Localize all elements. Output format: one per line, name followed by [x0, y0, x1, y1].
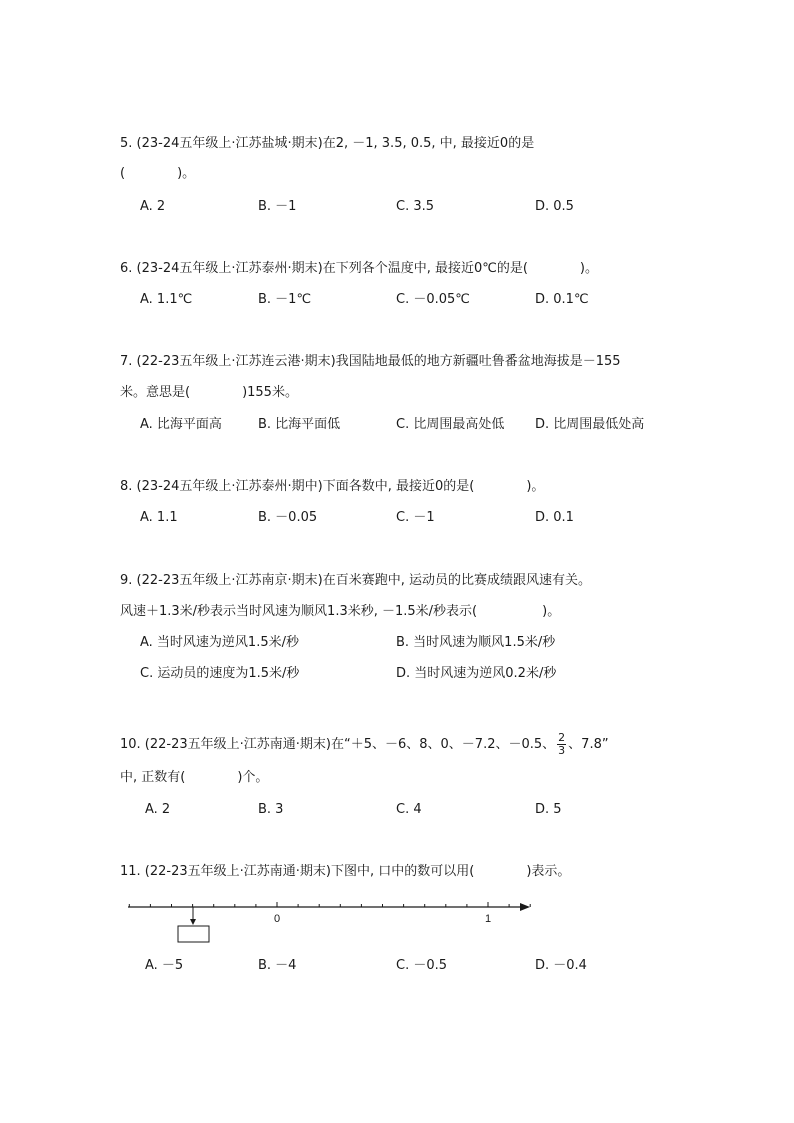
q10-option-c[interactable]: C. 4: [396, 802, 422, 817]
q11-option-d[interactable]: D. －0.4: [535, 958, 587, 973]
q6-option-c[interactable]: C. －0.05℃: [396, 292, 470, 307]
q5-option-b[interactable]: B. －1: [258, 199, 297, 214]
q9-option-d[interactable]: D. 当时风速为逆风0.2米/秒: [396, 666, 557, 681]
q7-option-b[interactable]: B. 比海平面低: [258, 417, 341, 432]
q10-stem-line1: [120, 732, 609, 758]
q5-stem-line1: 5. (23-24五年级上·江苏盐城·期末)在2, －1, 3.5, 0.5, 中, 最接近0的是: [120, 136, 535, 151]
q8-option-d[interactable]: D. 0.1: [535, 510, 574, 525]
q5-option-c[interactable]: C. 3.5: [396, 199, 435, 214]
q9-stem-line1: 9. (22-23五年级上·江苏南京·期末)在百米赛跑中, 运动员的比赛成绩跟风速有关。: [120, 573, 591, 588]
q7-stem-line2: 米。意思是( )155米。: [120, 385, 298, 400]
q5-option-a[interactable]: A. 2: [140, 199, 166, 214]
pointer-arrowhead: [190, 919, 196, 925]
q5-stem-line2: ( )。: [120, 166, 196, 181]
q8-stem-line1: 8. (23-24五年级上·江苏泰州·期中)下面各数中, 最接近0的是( )。: [120, 479, 545, 494]
q6-option-b[interactable]: B. －1℃: [258, 292, 312, 307]
q5-option-d[interactable]: D. 0.5: [535, 199, 574, 214]
q10-option-a[interactable]: A. 2: [145, 802, 171, 817]
fraction-denominator: 3: [558, 744, 566, 757]
q11-stem-line1: 11. (22-23五年级上·江苏南通·期末)下图中, 口中的数可以用( )表示。: [120, 864, 571, 879]
q6-stem-line1: 6. (23-24五年级上·江苏泰州·期末)在下列各个温度中, 最接近0℃的是( )。: [120, 261, 598, 276]
q11-option-b[interactable]: B. －4: [258, 958, 297, 973]
q11-option-c[interactable]: C. －0.5: [396, 958, 448, 973]
label-zero: 0: [273, 913, 281, 925]
q10-stem-text-end: 、7.8”: [568, 737, 609, 752]
q9-option-b[interactable]: B. 当时风速为顺风1.5米/秒: [396, 635, 556, 650]
fraction-numerator: 2: [558, 731, 566, 744]
number-line-diagram: [120, 895, 540, 955]
q10-stem-line2: 中, 正数有( )个。: [120, 770, 269, 785]
q10-stem-text: 10. (22-23五年级上·江苏南通·期末)在“＋5、－6、8、0、－7.2、－0.5、: [120, 737, 556, 752]
q7-option-a[interactable]: A. 比海平面高: [140, 417, 222, 432]
q9-option-a[interactable]: A. 当时风速为逆风1.5米/秒: [140, 635, 299, 650]
number-line-arrowhead: [520, 903, 530, 911]
answer-box: [178, 926, 209, 942]
q6-option-d[interactable]: D. 0.1℃: [535, 292, 589, 307]
label-one: 1: [484, 913, 492, 925]
fraction-two-thirds: [557, 732, 566, 757]
q10-option-d[interactable]: D. 5: [535, 802, 562, 817]
q8-option-c[interactable]: C. －1: [396, 510, 435, 525]
q11-option-a[interactable]: A. －5: [145, 958, 184, 973]
q7-option-d[interactable]: D. 比周围最低处高: [535, 417, 645, 432]
q9-stem-line2: 风速＋1.3米/秒表示当时风速为顺风1.3米秒, －1.5米/秒表示( )。: [120, 604, 561, 619]
q8-option-b[interactable]: B. －0.05: [258, 510, 318, 525]
q6-option-a[interactable]: A. 1.1℃: [140, 292, 193, 307]
q10-option-b[interactable]: B. 3: [258, 802, 284, 817]
q7-stem-line1: 7. (22-23五年级上·江苏连云港·期末)我国陆地最低的地方新疆吐鲁番盆地海拔是－155: [120, 354, 621, 369]
q7-option-c[interactable]: C. 比周围最高处低: [396, 417, 505, 432]
q8-option-a[interactable]: A. 1.1: [140, 510, 178, 525]
q9-option-c[interactable]: C. 运动员的速度为1.5米/秒: [140, 666, 300, 681]
